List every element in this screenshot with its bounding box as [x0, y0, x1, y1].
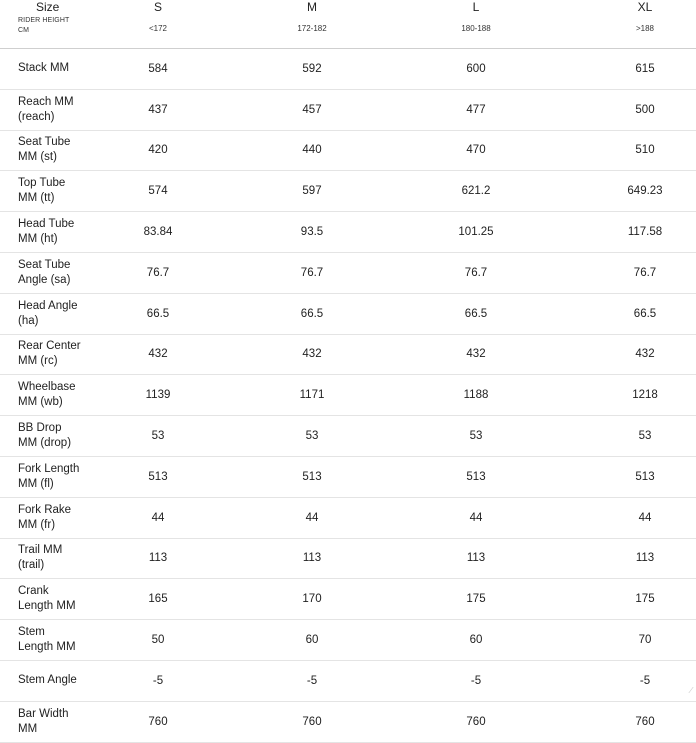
value-cell-m: 93.5 — [300, 226, 324, 239]
value-cell-l: 600 — [466, 62, 486, 75]
row-label-line: Head Angle — [18, 299, 78, 312]
value-cell-l: 513 — [466, 470, 486, 483]
height-m: 172-182 — [297, 24, 327, 33]
value-cell-s: 50 — [151, 634, 165, 647]
value-cell-l: 1188 — [463, 389, 489, 402]
row-label-line: MM (rc) — [18, 355, 58, 368]
table-row — [0, 702, 696, 743]
row-label-line: Reach MM — [18, 95, 74, 108]
row-label — [18, 171, 133, 211]
table-row — [0, 416, 696, 457]
value-cell-l: 477 — [466, 103, 486, 116]
value-cell-m: 432 — [302, 348, 322, 361]
value-cell-s: 83.84 — [143, 226, 173, 239]
table-row — [0, 294, 696, 335]
size-xl-header: XL — [637, 0, 653, 14]
table-row — [0, 131, 696, 172]
row-label-line: (ha) — [18, 314, 39, 327]
row-label — [18, 457, 133, 497]
value-cell-s: 53 — [151, 430, 165, 443]
row-label-line: BB Drop — [18, 422, 62, 435]
value-cell-m: 53 — [305, 430, 319, 443]
value-cell-m: 760 — [302, 715, 322, 728]
value-cell-m: 113 — [302, 552, 322, 565]
value-cell-m: 44 — [305, 511, 319, 524]
value-cell-l: 101.25 — [458, 226, 494, 239]
row-label-line: Trail MM — [18, 544, 63, 557]
value-cell-s: 437 — [148, 103, 168, 116]
value-cell-m: 592 — [302, 62, 322, 75]
value-cell-m: 66.5 — [300, 307, 324, 320]
row-label — [18, 335, 133, 375]
row-label — [18, 620, 133, 660]
value-cell-m: -5 — [306, 674, 318, 687]
value-cell-s: 113 — [148, 552, 168, 565]
row-label — [18, 498, 133, 538]
row-label-line: MM (drop) — [18, 437, 72, 450]
value-cell-s: 165 — [148, 593, 168, 606]
value-cell-l: -5 — [470, 674, 482, 687]
value-cell-l: 113 — [466, 552, 486, 565]
value-cell-s: 513 — [148, 470, 168, 483]
value-cell-xl: 113 — [635, 552, 655, 565]
row-label-line: Seat Tube — [18, 136, 71, 149]
value-cell-m: 597 — [302, 185, 322, 198]
height-xl: >188 — [635, 24, 655, 33]
value-cell-xl: 70 — [638, 634, 652, 647]
row-label-line: Fork Length — [18, 462, 80, 475]
value-cell-l: 44 — [469, 511, 483, 524]
value-cell-l: 60 — [469, 634, 483, 647]
row-label — [18, 294, 133, 334]
height-s: <172 — [148, 24, 168, 33]
size-l-header: L — [472, 0, 480, 14]
row-label-line: Stack MM — [18, 62, 70, 75]
row-label-line: MM (fl) — [18, 477, 54, 490]
row-label — [18, 375, 133, 415]
value-cell-xl: -5 — [639, 674, 651, 687]
height-l: 180-188 — [461, 24, 491, 33]
row-label-line: Length MM — [18, 641, 76, 654]
value-cell-xl: 510 — [635, 144, 655, 157]
value-cell-xl: 66.5 — [633, 307, 657, 320]
rider-height-line1: RIDER HEIGHT — [18, 17, 70, 24]
value-cell-s: 76.7 — [146, 266, 170, 279]
row-label-line: MM (ht) — [18, 233, 58, 246]
value-cell-l: 76.7 — [464, 266, 488, 279]
value-cell-l: 760 — [466, 715, 486, 728]
value-cell-xl: 760 — [635, 715, 655, 728]
row-label-line: Top Tube — [18, 177, 66, 190]
value-cell-s: 574 — [148, 185, 168, 198]
size-m-header: M — [307, 0, 317, 14]
row-label-line: Stem — [18, 626, 45, 639]
value-cell-s: 44 — [151, 511, 165, 524]
table-body — [0, 49, 696, 743]
row-label-line: Head Tube — [18, 218, 75, 231]
value-cell-xl: 76.7 — [633, 266, 657, 279]
value-cell-xl: 432 — [635, 348, 655, 361]
row-label-line: MM (st) — [18, 151, 57, 164]
value-cell-s: 760 — [148, 715, 168, 728]
table-row — [0, 49, 696, 90]
row-label-line: MM (wb) — [18, 396, 63, 409]
row-label — [18, 90, 133, 130]
value-cell-l: 470 — [466, 144, 486, 157]
value-cell-m: 440 — [302, 144, 322, 157]
value-cell-l: 621.2 — [461, 185, 491, 198]
value-cell-l: 66.5 — [464, 307, 488, 320]
row-label-line: Wheelbase — [18, 381, 76, 394]
table-header — [0, 0, 696, 49]
row-label — [18, 579, 133, 619]
row-label-line: Crank — [18, 585, 49, 598]
table-row — [0, 498, 696, 539]
value-cell-s: 432 — [148, 348, 168, 361]
table-row — [0, 335, 696, 376]
row-label — [18, 253, 133, 293]
value-cell-m: 1171 — [299, 389, 325, 402]
table-row — [0, 457, 696, 498]
value-cell-xl: 1218 — [632, 389, 658, 402]
value-cell-m: 513 — [302, 470, 322, 483]
value-cell-xl: 53 — [638, 430, 652, 443]
size-header-label: Size — [36, 0, 60, 14]
row-label — [18, 661, 133, 701]
row-label — [18, 49, 133, 89]
value-cell-l: 175 — [466, 593, 486, 606]
row-label — [18, 539, 133, 579]
row-label — [18, 702, 133, 742]
row-label-line: MM (fr) — [18, 518, 56, 531]
row-label-line: (trail) — [18, 559, 45, 572]
value-cell-xl: 649.23 — [627, 185, 663, 198]
table-row — [0, 171, 696, 212]
value-cell-xl: 44 — [638, 511, 652, 524]
row-label-line: Fork Rake — [18, 503, 72, 516]
value-cell-s: 1139 — [145, 389, 171, 402]
value-cell-xl: 175 — [635, 593, 655, 606]
value-cell-xl: 500 — [635, 103, 655, 116]
value-cell-xl: 615 — [635, 62, 655, 75]
table-row — [0, 579, 696, 620]
row-label-line: Rear Center — [18, 340, 81, 353]
value-cell-l: 432 — [466, 348, 486, 361]
value-cell-l: 53 — [469, 430, 483, 443]
table-row — [0, 90, 696, 131]
row-label — [18, 131, 133, 171]
table-row — [0, 253, 696, 294]
table-row — [0, 375, 696, 416]
size-s-header: S — [153, 0, 162, 14]
row-label-line: (reach) — [18, 110, 55, 123]
rider-height-line2: CM — [18, 27, 30, 34]
table-row — [0, 620, 696, 661]
row-label-line: Bar Width — [18, 707, 69, 720]
watermark-mark: ⁄ — [690, 686, 692, 695]
row-label-line: Angle (sa) — [18, 273, 71, 286]
value-cell-xl: 117.58 — [627, 226, 663, 239]
table-row — [0, 212, 696, 253]
value-cell-s: 420 — [148, 144, 168, 157]
row-label — [18, 416, 133, 456]
rider-height-header — [18, 16, 69, 36]
row-label-line: MM (tt) — [18, 192, 55, 205]
row-label — [18, 212, 133, 252]
value-cell-m: 76.7 — [300, 266, 324, 279]
value-cell-m: 457 — [302, 103, 322, 116]
value-cell-s: -5 — [152, 674, 164, 687]
row-label-line: Stem Angle — [18, 674, 77, 687]
row-label-line: MM — [18, 722, 38, 735]
value-cell-m: 60 — [305, 634, 319, 647]
value-cell-s: 584 — [148, 62, 168, 75]
row-label-line: Seat Tube — [18, 258, 71, 271]
value-cell-s: 66.5 — [146, 307, 170, 320]
value-cell-m: 170 — [302, 593, 322, 606]
row-label-line: Length MM — [18, 600, 76, 613]
table-row — [0, 539, 696, 580]
value-cell-xl: 513 — [635, 470, 655, 483]
